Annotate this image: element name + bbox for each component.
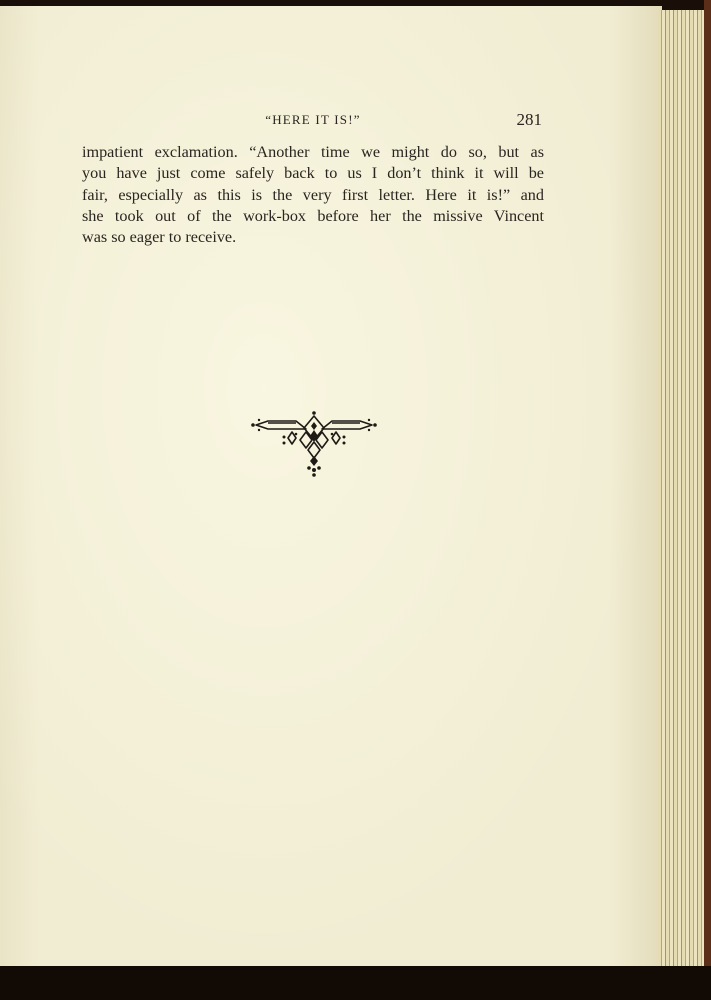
- tailpiece-ornament-icon: [248, 410, 380, 478]
- scan-bottom-border: [0, 966, 711, 1000]
- text-line: you have just come safely back to us I don’t think it will be: [82, 164, 544, 183]
- running-head: [82, 110, 544, 132]
- running-head-title: “HERE IT IS!”: [265, 112, 361, 127]
- body-paragraph: [82, 142, 544, 248]
- text-line: was so eager to receive.: [82, 228, 237, 247]
- text-line: impatient exclamation. “Another time we might do so, but as: [82, 143, 544, 161]
- book-cover-edge: [704, 0, 711, 1000]
- text-line: she took out of the work-box before her the missive Vincent: [82, 206, 544, 225]
- page-edges: [658, 10, 710, 968]
- text-line: fair, especially as this is the very first letter. Here it is!” and: [82, 185, 544, 204]
- page-number: 281: [516, 110, 542, 129]
